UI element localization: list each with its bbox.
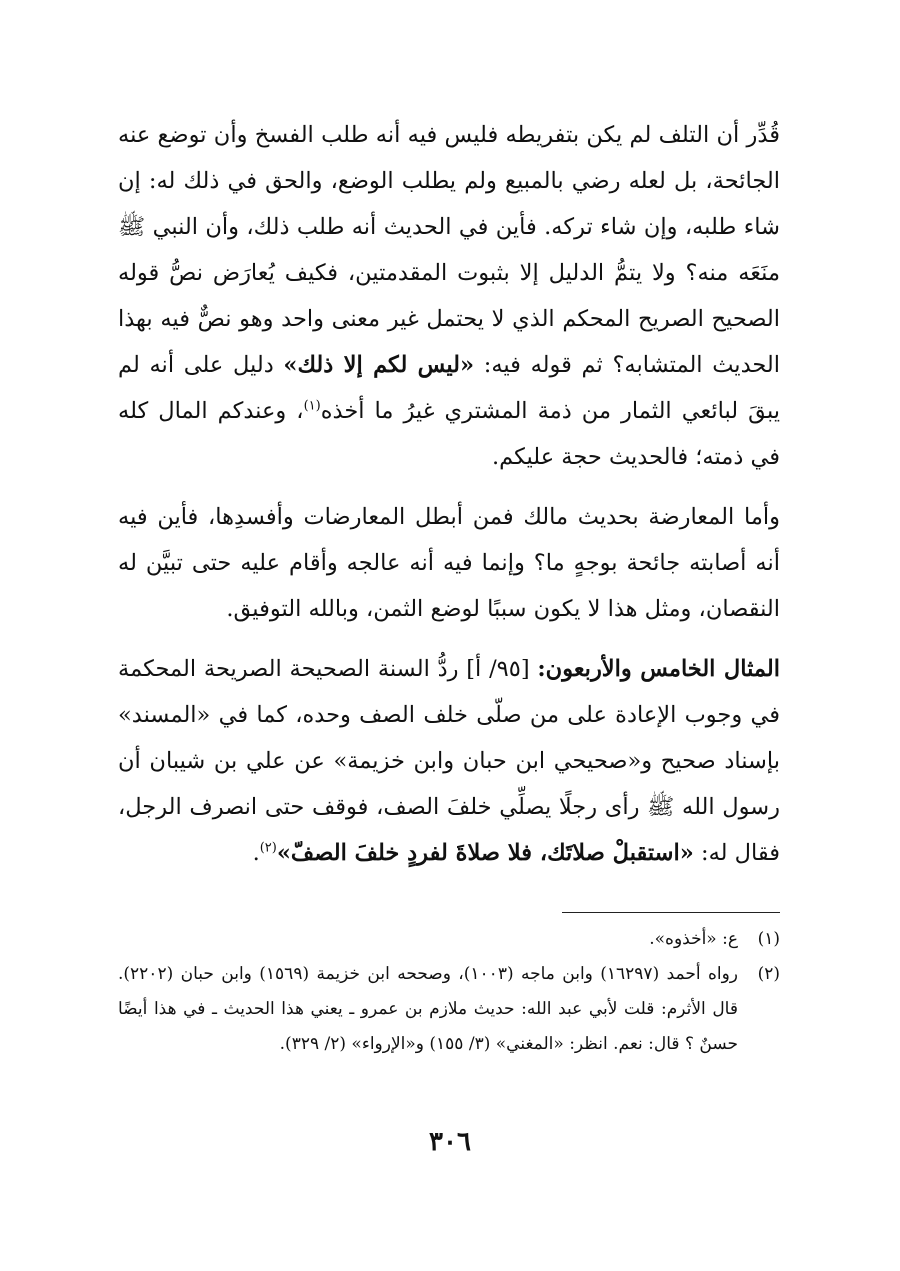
footnote-number: (٢): [757, 964, 780, 984]
footnote-1: [118, 922, 780, 957]
manuscript-marker: [٩٥/ أ]: [466, 656, 530, 682]
paragraph-2: [118, 494, 780, 632]
footnote-text: رواه أحمد (١٦٢٩٧) وابن ماجه (١٠٠٣)، وصححه ابن خزيمة (١٥٦٩) وابن حبان (٢٢٠٢). قال الأثرم: قلت لأبي عبد الله: حديث ملازم بن عمرو ـ يعني هذا الحديث ـ في هذا أيضًا حسنٌ ؟ قال: نعم. انظر: «المغني» (٣/ ١٥٥) و«الإرواء» (٢/ ٣٢٩).: [118, 964, 739, 1054]
page-number: ٣٠٦: [429, 1127, 471, 1157]
footnote-text: ع: «أخذوه».: [649, 929, 738, 949]
paragraph-1-continuation: دليل على أنه لم يبقَ لبائعي الثمار من ذمة المشتري غيرُ ما أخذه: [118, 352, 780, 424]
footnote-ref-2: (٢): [259, 840, 277, 856]
footnotes: [118, 922, 780, 1062]
hadith-quote: «ليس لكم إلا ذلك»: [283, 352, 475, 378]
section-heading: المثال الخامس والأربعون:: [537, 656, 780, 682]
footnote-number: (١): [757, 929, 780, 949]
footnote-ref-1: (١): [303, 398, 321, 414]
footnote-separator: [562, 912, 780, 913]
main-text: [118, 112, 780, 876]
paragraph-1-end: ، وعندكم المال كله في ذمته؛ فالحديث حجة عليكم.: [118, 398, 780, 470]
paragraph-3-text: ردُّ السنة الصحيحة الصريحة المحكمة في وجوب الإعادة على من صلّى خلف الصف وحده، كما في «المسند» بإسناد صحيح و«صحيحي ابن حبان وابن خزيمة» عن علي بن شيبان أن رسول الله ﷺ رأى رجلًا يصلِّي خلفَ الصف، فوقف حتى انصرف الرجل، فقال له:: [118, 656, 780, 866]
paragraph-2-text: وأما المعارضة بحديث مالك فمن أبطل المعارضات وأفسدِها، فأين فيه أنه أصابته جائحة بوجهٍ ما؟ وإنما فيه أنه عالجه وأقام عليه حتى تبيَّن له النقصان، ومثل هذا لا يكون سببًا لوضع الثمن، وبالله التوفيق.: [118, 504, 780, 622]
paragraph-1: [118, 112, 780, 480]
paragraph-3-end: .: [252, 840, 260, 866]
paragraph-1-text: قُدِّر أن التلف لم يكن بتفريطه فليس فيه أنه طلب الفسخ وأن توضع عنه الجائحة، بل لعله رضي بالمبيع ولم يطلب الوضع، والحق في ذلك له: إن شاء طلبه، وإن شاء تركه. فأين في الحديث أنه طلب ذلك، وأن النبي ﷺ منَعَه منه؟ ولا يتمُّ الدليل إلا بثبوت المقدمتين، فكيف يُعارَض نصُّ قوله الصحيح الصريح المحكم الذي لا يحتمل غير معنى واحد وهو نصٌّ فيه بهذا الحديث المتشابه؟ ثم قوله فيه:: [118, 122, 781, 378]
hadith-quote-2: «استقبلْ صلاتَك، فلا صلاةَ لفردٍ خلفَ الصفّ»: [276, 840, 694, 866]
paragraph-3: [118, 646, 780, 876]
footnote-2: [118, 957, 780, 1062]
